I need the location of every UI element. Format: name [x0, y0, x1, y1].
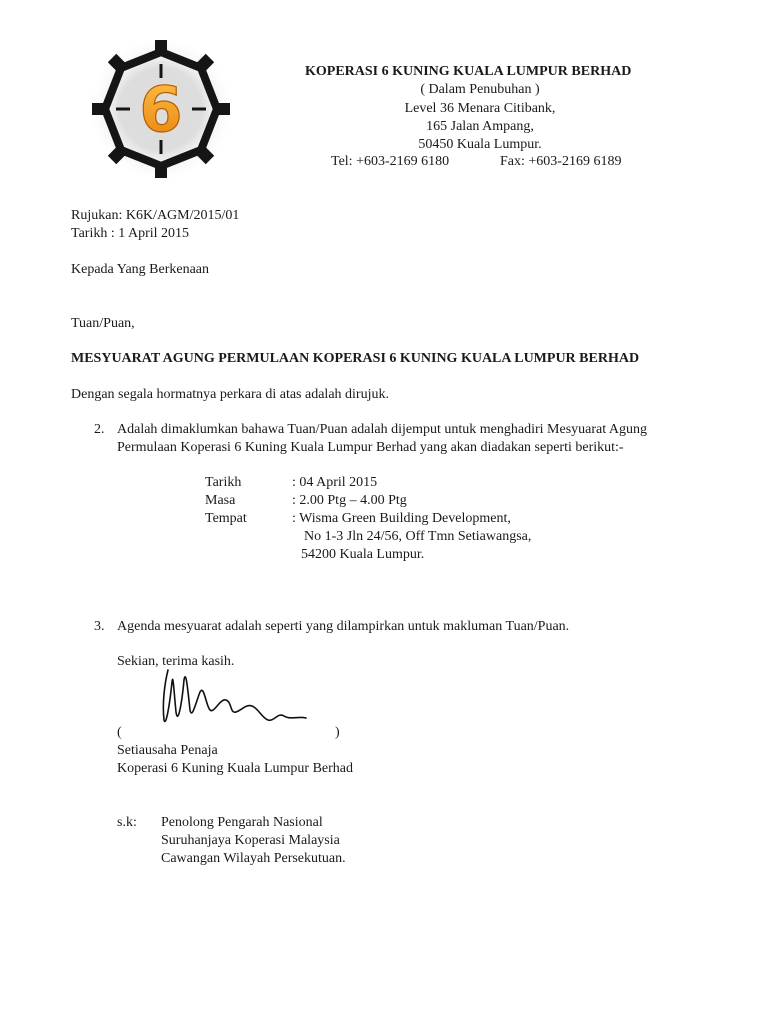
organization-logo	[86, 34, 236, 184]
cc-line-3: Cawangan Wilayah Persekutuan.	[161, 851, 346, 866]
para-2-line-2: Permulaan Koperasi 6 Kuning Kuala Lumpur Berhad yang akan diadakan seperti berikut:-	[117, 440, 624, 455]
opening-line: Dengan segala hormatnya perkara di atas adalah dirujuk.	[71, 387, 389, 402]
org-name: KOPERASI 6 KUNING KUALA LUMPUR BERHAD	[305, 64, 632, 79]
address-line-3: 50450 Kuala Lumpur.	[418, 137, 542, 152]
cc-line-2: Suruhanjaya Koperasi Malaysia	[161, 833, 340, 848]
closing-line: Sekian, terima kasih.	[117, 654, 235, 669]
address-line-1: Level 36 Menara Citibank,	[404, 101, 556, 116]
signatory-org: Koperasi 6 Kuning Kuala Lumpur Berhad	[117, 761, 353, 776]
cc-label: s.k:	[117, 815, 137, 830]
handwritten-signature	[150, 662, 320, 732]
para-2-number: 2.	[94, 422, 105, 437]
address-line-2: 165 Jalan Ampang,	[426, 119, 534, 134]
para-2-line-1: Adalah dimaklumkan bahawa Tuan/Puan adalah dijemput untuk menghadiri Mesyuarat Agung	[117, 422, 647, 437]
letter-date: Tarikh : 1 April 2015	[71, 226, 190, 241]
recipient: Kepada Yang Berkenaan	[71, 262, 210, 277]
date-value: : 04 April 2015	[292, 475, 378, 490]
place-line-1: : Wisma Green Building Development,	[292, 511, 511, 526]
place-label: Tempat	[205, 511, 247, 526]
signature-open-paren: (	[117, 725, 122, 740]
time-label: Masa	[205, 493, 236, 508]
para-3-number: 3.	[94, 619, 105, 634]
place-line-3: 54200 Kuala Lumpur.	[301, 547, 425, 562]
time-value: : 2.00 Ptg – 4.00 Ptg	[292, 493, 407, 508]
signatory-title: Setiausaha Penaja	[117, 743, 218, 758]
date-label: Tarikh	[205, 475, 242, 490]
signature-close-paren: )	[335, 725, 340, 740]
telephone: Tel: +603-2169 6180	[331, 154, 450, 169]
org-status: ( Dalam Penubuhan )	[420, 82, 540, 97]
place-line-2: No 1-3 Jln 24/56, Off Tmn Setiawangsa,	[304, 529, 532, 544]
salutation: Tuan/Puan,	[71, 316, 135, 331]
fax: Fax: +603-2169 6189	[500, 154, 622, 169]
logo-numeral: 6	[139, 73, 183, 146]
reference-number: Rujukan: K6K/AGM/2015/01	[71, 208, 240, 223]
subject-heading: MESYUARAT AGUNG PERMULAAN KOPERASI 6 KUNING KUALA LUMPUR BERHAD	[71, 351, 640, 366]
para-3-text: Agenda mesyuarat adalah seperti yang dilampirkan untuk makluman Tuan/Puan.	[117, 619, 570, 634]
cc-line-1: Penolong Pengarah Nasional	[161, 815, 323, 830]
